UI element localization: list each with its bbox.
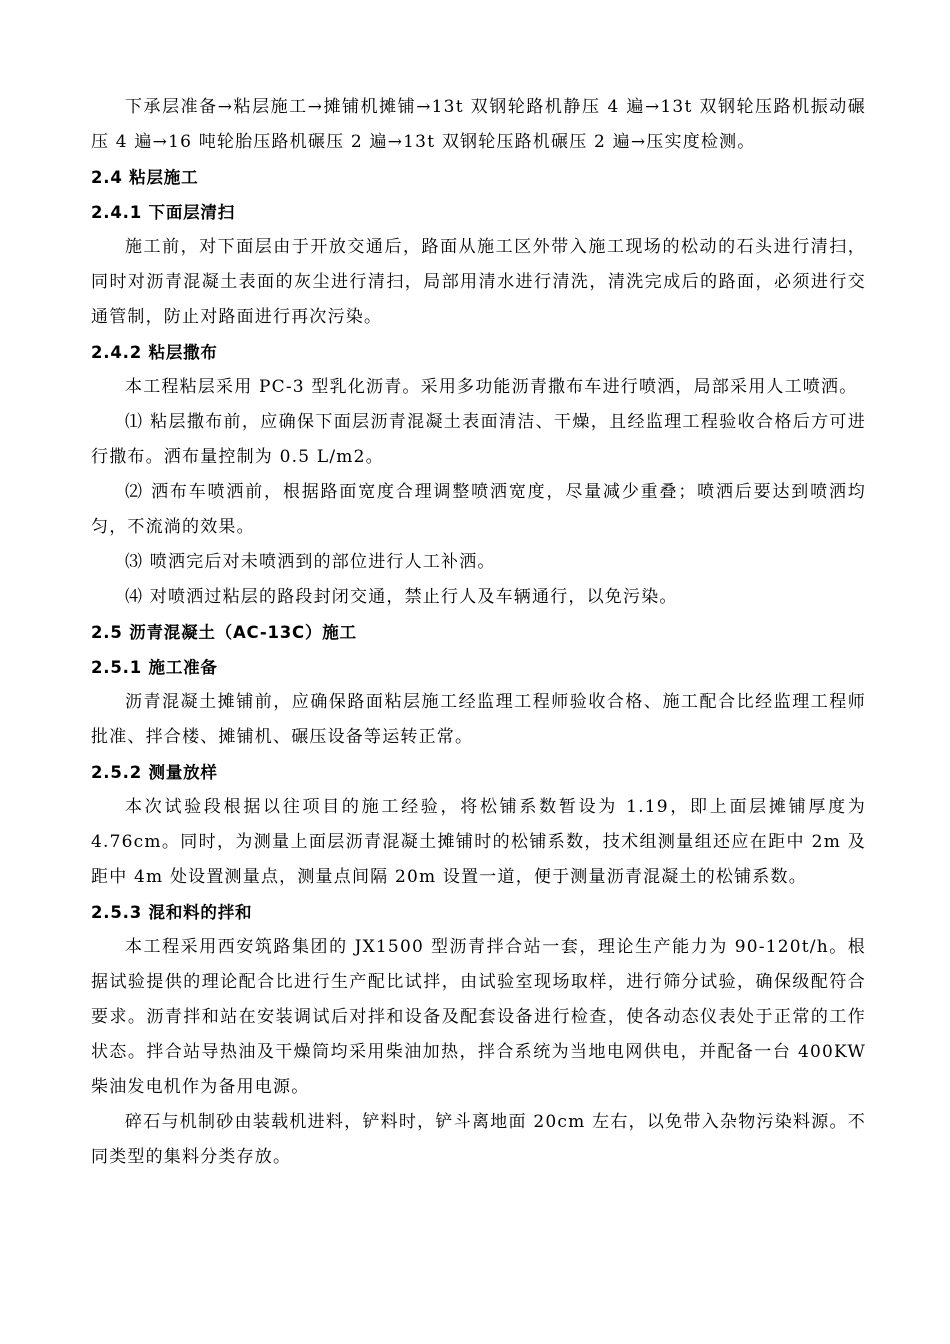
document-body	[91, 90, 866, 1175]
section-heading-2-4-1: 2.4.1 下面层清扫	[91, 203, 236, 222]
paragraph-2-5-3-b: 碎石与机制砂由装载机进料，铲料时，铲斗离地面 20cm 左右，以免带入杂物污染料源。不同类型的集料分类存放。	[91, 1112, 866, 1167]
paragraph-2-5-1: 沥青混凝土摊铺前，应确保路面粘层施工经监理工程师验收合格、施工配合比经监理工程师批准、拌合楼、摊铺机、碾压设备等运转正常。	[91, 692, 866, 747]
list-item-3: ⑶ 喷洒完后对未喷洒到的部位进行人工补洒。	[125, 552, 496, 572]
section-heading-2-5-1: 2.5.1 施工准备	[91, 658, 218, 677]
section-heading-2-5-3: 2.5.3 混和料的拌和	[91, 903, 253, 922]
section-heading-2-4: 2.4 粘层施工	[91, 168, 199, 187]
paragraph-2-4-2: 本工程粘层采用 PC-3 型乳化沥青。采用多功能沥青撒布车进行喷洒，局部采用人工喷洒。	[125, 377, 858, 397]
paragraph-2-5-3-a: 本工程采用西安筑路集团的 JX1500 型沥青拌合站一套，理论生产能力为 90-120t/h。根据试验提供的理论配合比进行生产配比试拌，由试验室现场取样，进行筛分试验，确保级配符合要求。沥青拌和站在安装调试后对拌和设备及配套设备进行检查，使各动态仪表处于正常的工作状态。拌合站导热油及干燥筒均采用柴油加热，拌合系统为当地电网供电，并配备一台 400KW 柴油发电机作为备用电源。	[91, 937, 866, 1097]
section-heading-2-5: 2.5 沥青混凝土（AC-13C）施工	[91, 623, 357, 642]
paragraph-2-5-2: 本次试验段根据以往项目的施工经验，将松铺系数暂设为 1.19，即上面层摊铺厚度为 4.76cm。同时，为测量上面层沥青混凝土摊铺时的松铺系数，技术组测量组还应在距中 2m 及距中 4m 处设置测量点，测量点间隔 20m 设置一道，便于测量沥青混凝土的松铺系数。	[91, 797, 866, 887]
paragraph-2-4-1: 施工前，对下面层由于开放交通后，路面从施工区外带入施工现场的松动的石头进行清扫，同时对沥青混凝土表面的灰尘进行清扫，局部用清水进行清洗，清洗完成后的路面，必须进行交通管制，防止对路面进行再次污染。	[91, 237, 866, 327]
section-heading-2-4-2: 2.4.2 粘层撒布	[91, 343, 218, 362]
section-heading-2-5-2: 2.5.2 测量放样	[91, 763, 218, 782]
list-item-2: ⑵ 洒布车喷洒前，根据路面宽度合理调整喷洒宽度，尽量减少重叠；喷洒后要达到喷洒均匀，不流淌的效果。	[91, 482, 866, 537]
list-item-4: ⑷ 对喷洒过粘层的路段封闭交通，禁止行人及车辆通行，以免污染。	[125, 587, 678, 607]
process-flow-paragraph: 下承层准备→粘层施工→摊铺机摊铺→13t 双钢轮路机静压 4 遍→13t 双钢轮压路机振动碾压 4 遍→16 吨轮胎压路机碾压 2 遍→13t 双钢轮压路机碾压 2 遍→压实度检测。	[91, 97, 866, 152]
list-item-1: ⑴ 粘层撒布前，应确保下面层沥青混凝土表面清洁、干燥，且经监理工程验收合格后方可进行撒布。洒布量控制为 0.5 L/m2。	[91, 412, 866, 467]
